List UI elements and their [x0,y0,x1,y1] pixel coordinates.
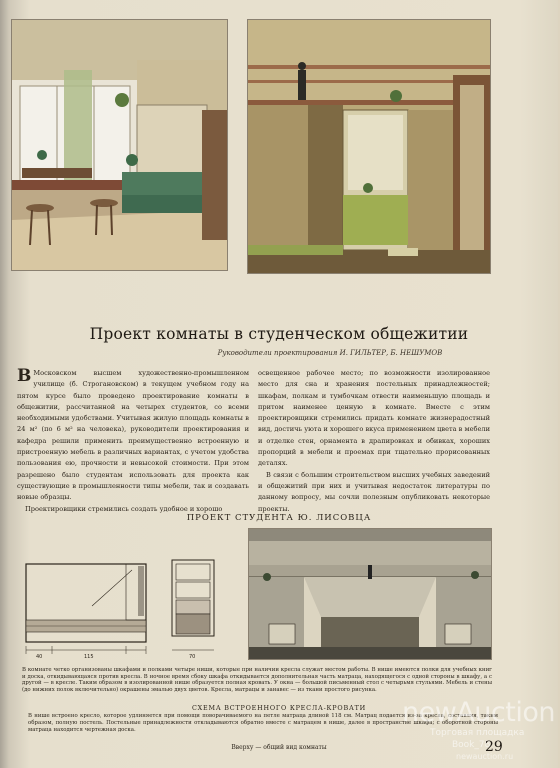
page-number: 29 [485,739,503,755]
article-authors: Руководители проектирования И. ГИЛЬТЕР, Б. НЕШУМОВ [217,349,443,357]
floor-plan-drawing [22,556,157,666]
watermark-line: Book_78 [452,740,491,750]
watermark-line: newauction.ru [456,752,514,761]
article-title: Проект комнаты в студенческом общежитии [89,325,469,343]
watermark-brand: newAuction [402,697,555,728]
drop-cap: В [17,366,32,386]
text-column-1 [17,366,249,513]
top-view-note: Вверху — общий вид комнаты [231,744,327,751]
drawing-caption: В комнате четко организованы шкафами и полками четыре ниши, которые при наличии кресла служат местом работы. В нише имеются полки для учебных книг и доска, откидывающаяся против кресла. В ночное время сбоку шкафа откидывается дополнительная часть матраца, находящегося с одной стороны в шкафу, а с другой — в кресле. Таким образом в изолированной нише образуется полная кровать. У окна — большой письменный стол с четырьмя стульями. Мебель и стены (до нижних полок включительно) окрашены эмалью двух цветов. Кресла, матрацы и занавес — из ткани простого рисунка. [22,667,492,693]
section-drawing [167,556,242,666]
paragraph: освещенное рабочее место; по возможности изолированное место для сна и хранения постельных принадлежностей; шкафам, полкам и тумбочкам отвести наименьшую площадь и притом наименее ценную в комнате. Вместе с этим проектировщики стремились придать комнате жизнерадостный вид, достичь уюта и хорошего вкуса применением цвета в мебели и отделке стен, орнамента в драпировках и обивках, хороших пропорций в мебели и проемах при тщательно прорисованных деталях. [258,369,490,468]
schema-caption: В нише встроено кресло, которое удлиняется при помощи поворачиваемого на петле матраца длиной 118 см. Матрац подается из-за кресла, составляя, таким образом, полную постель. Постельные принадлежности откладываются обратно вместе с матрацем в нише, далее в пространстве шкафа; с оборотной стороны матраца находится чертежная доска. [28,713,498,733]
watermark-line: Торговая площадка [430,728,525,738]
dimension-label: 115 [84,654,94,660]
project-heading: ПРОЕКТ СТУДЕНТА Ю. ЛИСОВЦА [186,513,372,523]
text-column-2 [258,368,490,513]
paragraph: В связи с большим строительством высших учебных заведений и общежитий при них и учитывая недостаток литературы по данному вопросу, мы сочли полезным опубликовать некоторые проекты. [258,470,490,513]
dimension-label: 70 [189,654,196,660]
room-rendering [248,528,492,660]
room-photo-right [247,19,491,274]
paragraph-text: Московском высшем художественно-промышленном училище (б. Строгановском) в текущем учебном году на пятом курсе было проведено проектирование комнаты в общежитии, рассчитанной на четырех студентов, со всеми необходимыми удобствами. Учитывая жилую площадь комнаты в 24 м² (по 6 м² на человека), руководители проектирования и кафедра решили применить преимущественно встроенную и пристроенную мебель в различных вариантах, с учетом удобства пользования ею, прочности и невысокой стоимости. При этом разрешено было студентам использовать для проекта как существующие в промышленности типы мебели, так и создавать новые образцы. [17,369,249,502]
dimension-label: 40 [36,654,43,660]
paragraph [17,368,249,504]
room-photo-left [11,19,228,271]
paragraph: Проектировщики стремились создать удобное и хорошо [25,504,223,513]
schema-title: СХЕМА ВСТРОЕННОГО КРЕСЛА-КРОВАТИ [191,704,367,712]
